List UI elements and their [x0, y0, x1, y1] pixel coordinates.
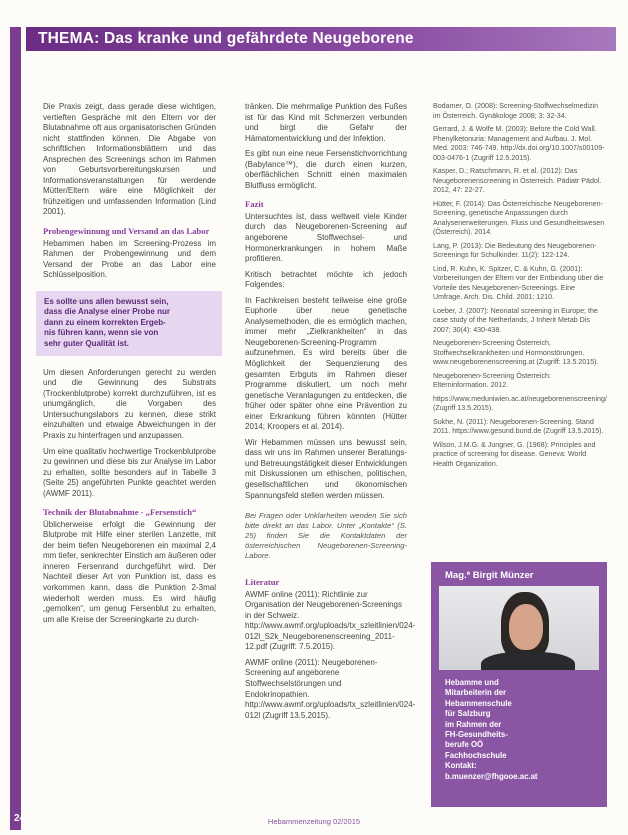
section-header	[26, 27, 616, 51]
paragraph: Kritisch betrachtet möchte ich jedoch Folgendes:	[245, 269, 407, 290]
reference-item: Loeber, J. (2007): Neonatal screening in Europe; the case study of the Netherlands, J Inherit Metab Dis 2007; 30(4): 430-438.	[433, 306, 598, 334]
reference-item: AWMF online (2011): Neugeborenen-Screening auf angeborene Stoffwechselstörungen und Endokrinopathien. http://www.awmf.org/uploads/tx_szleitlinien/024-012l (Zugriff 13.5.2015).	[245, 657, 416, 720]
reference-item: Sukhe, N. (2011): Neugeborenen-Screening. Stand 2011. https://www.gesund.bund.de (Zugriff 13.5.2015).	[433, 417, 604, 435]
magazine-footer: Hebammenzeitung 02/2015	[267, 817, 361, 826]
paragraph: Um diesen Anforderungen gerecht zu werden und die Gewinnung des Substrats (Trockenblutprobe) korrekt durchzuführen, ist es unumgänglich, die Vorgaben des Untersuchungslabors zu kennen, diese strikt einzuhalten und etwaige Abweichungen in der Praxis zu hinterfragen und anzupassen.	[43, 367, 216, 440]
reference-item: Bodamer, O. (2008): Screening-Stoffwechselmedizin im Österreich. Gynäkologe 2008; 3: 32-34.	[433, 102, 599, 120]
paragraph: tränken. Die mehrmalige Punktion des Fußes ist für das Kind mit Schmerzen verbunden und birgt die Gefahr der Hämatomentwicklung und der Infektion.	[245, 102, 407, 143]
pull-quote-line: sehr guter Qualität ist.	[44, 339, 129, 349]
reference-column	[433, 102, 606, 473]
author-photo	[439, 586, 599, 670]
reference-item: AWMF online (2011): Richtlinie zur Organisation der Neugeborenen-Screenings in der Schweiz. http://www.awmf.org/uploads/tx_szleitlinien/024-012l_S2k_Neugeborenenscreening_2011-12.pdf (Zugriff: 7.5.2015).	[245, 589, 416, 652]
author-bio-line: Mitarbeiterin der	[445, 688, 507, 698]
subheading-fazit: Fazit	[245, 199, 264, 210]
author-bio-line: berufe OÖ	[445, 740, 484, 750]
subheading-technik: Technik der Blutabnahme - „Fersenstich“	[43, 507, 197, 518]
paragraph: Untersuchtes ist, dass weltweit viele Kinder durch das Neugeborenen-Screening auf angeborene Stoffwechsel- und Hormonerkrankungen in hohem Maße profitieren.	[245, 211, 407, 264]
reference-item: https://www.meduniwien.ac.at/neugeborenenscreening/ (Zugriff 13.5.2015).	[433, 394, 607, 412]
paragraph: Um eine qualitativ hochwertige Trockenblutprobe zu gewinnen und diese bis zur Analyse im Labor zu erhalten, sollte besonders auf in Tabelle 3 (Seite 25) angeführten Punkte geachtet werden (AWMF 2011).	[43, 446, 216, 498]
pull-quote-box	[36, 291, 222, 356]
photo-shoulders	[481, 652, 575, 670]
lab-contact-note: Bei Fragen oder Unklarheiten wenden Sie sich bitte direkt an das Labor. Unter „Kontakte“ (S. 25) finden Sie die Kontaktdaten der österreichischen Neugeborenen-Screening-Labore.	[245, 511, 407, 561]
reference-item: Kasper, D.; Ratschmann, R. et al. (2012): Das Neugeborenenscreening in Österreich. Pädiatr Pädol. 2012, 47: 22-27.	[433, 167, 602, 194]
paragraph: Hebammen haben im Screening-Prozess im Rahmen der Probengewinnung und dem Versand der Probe an das Labor eine Schlüsselposition.	[43, 238, 216, 280]
paragraph: Es gibt nun eine neue Fersenstichvorrichtung (Babylance™), die durch einen kurzen, oberflächlichen Schnitt einen maximalen Blutfluss ermöglicht.	[245, 149, 407, 190]
author-box	[431, 562, 607, 807]
subheading-literatur: Literatur	[245, 577, 280, 588]
reference-item: Hütter, F. (2014): Das Österreichische Neugeborenen-Screening, genetische Anpassungen durch Analysenerweiterungen. Fluss und Gesundheitswesen (Österreich). 2014.	[433, 199, 605, 236]
author-email-link[interactable]: b.muenzer@fhgooe.ac.at	[445, 771, 538, 781]
author-bio-line: im Rahmen der	[445, 719, 502, 729]
paragraph: Üblicherweise erfolgt die Gewinnung der Blutprobe mit Hilfe einer sterilen Lanzette, mit der beim tiefen Neugeborenen ein maximal 2,4 mm tiefer, senkrechter Einstich am äußeren oder inneren Fersenrand durchgeführt wird. Der Nachteil dieser Art von Punktion ist, dass es vorkommen kann, dass die Punktion 2-3mal wiederholt werden muss. Es wird häufig „gemolken“, um genug Fersenblut zu erhalten, um alle Kreise der Screeningkarte zu durch-	[43, 519, 216, 624]
reference-item: Gerrard, J. & Wolfe M. (2003): Before the Cold Wall. Phenylketonuria: Management and Aufbau. J. Mol. Med. 2003: 746-749. http://dx.doi.org/10.1007/s00109-003-0476-1 (Zugriff 12.5.2015).	[433, 125, 605, 162]
reference-item: Wilson, J.M.G. & Jungner, G. (1968): Principles and practice of screening for disease. Geneva: World Health Organization.	[433, 440, 596, 468]
paragraph: In Fachkreisen besteht teilweise eine große Euphorie über neue genetische Analysemethoden, die es ermöglich machen, immer mehr „Zielkrankheiten“ in das Neugeborenen-Screening-Programm aufzunehmen. Es wird bereits über die Möglichkeit der Sequenzierung des gesamten Erbguts im Rahmen dieser Programme diskutiert, um noch mehr genetische Veranlagungen zu entdecken, die früher oder später ohne eine Prävention zu einer Erkrankung führen könnten (Hütter 2014; Kroopers et al. 2014).	[245, 295, 407, 432]
left-accent-stripe	[10, 27, 21, 830]
author-bio-line: Hebammenschule	[445, 698, 512, 708]
author-bio-line: für Salzburg	[445, 709, 491, 719]
reference-item: Neugeborenen-Screening Österreich: Elterninformation. 2012.	[433, 371, 551, 389]
pull-quote-line: nis führen kann, wenn sie von	[44, 328, 159, 338]
reference-list	[245, 589, 416, 722]
paragraph: Wir Hebammen müssen uns bewusst sein, dass wir uns im Rahmen unserer Beratungs- und Betreuungstätigkeit dieser Entwicklungen mit Diskussionen um ethischen, politischen, gesellschaftlichen und ökonomischen Spannungsfeld stellen werden müssen.	[245, 437, 407, 500]
photo-face	[509, 604, 543, 650]
article-column-2	[245, 102, 416, 726]
author-bio-line: Fachhochschule	[445, 750, 507, 760]
author-bio-line: FH-Gesundheits-	[445, 730, 508, 740]
page-number: 24	[14, 813, 26, 824]
pull-quote-line: Es sollte uns allen bewusst sein,	[44, 296, 169, 306]
reference-item: Lang, P. (2013): Die Bedeutung des Neugeborenen-Screenings für Schulkinder. 11(2): 122-124.	[433, 241, 597, 259]
article-column-1	[43, 102, 216, 630]
pull-quote-line: dann zu einem korrekten Ergeb-	[44, 317, 166, 327]
author-bio	[445, 678, 597, 782]
paragraph: Die Praxis zeigt, dass gerade diese wichtigen, vertieften Gespräche mit den Eltern vor der Blutabnahme oft aus organisatorischen Gründen nicht stattfinden können. Die Abgabe von schriftlichen Informationsblättern und das Ansprechen des Screenings schon im Rahmen von Geburtsvorbereitungskursen und Informationsveranstaltungen für werdende Mütter/Eltern wäre eine Möglichkeit der frühzeitigen und umfassenden Information (Lind 2001).	[43, 102, 216, 217]
section-title: THEMA: Das kranke und gefährdete Neugeborene	[38, 30, 414, 47]
reference-item: Neugeborenen-Screening Österreich, Stoffwechselkrankheiten und Hormonstörungen. www.neugeborenenscreening.at (Zugriff: 13.5.2015).	[433, 339, 599, 366]
subheading-probengewinnung: Probengewinnung und Versand an das Labor	[43, 226, 210, 237]
reference-item: Lind, R. Kuhn, K. Spitzer, C. & Kuhn, G. (2001): Vorbereitungen der Eltern vor der Entbindung über die Vorteile des Neugeborenen-Screenings. Eine Umfrage. Arch. Dis. Child. 2001: 1210.	[433, 264, 604, 301]
author-name: Mag.ª Birgit Münzer	[445, 570, 534, 581]
author-bio-line: Hebamme und	[445, 678, 499, 687]
pull-quote-line: dass die Analyse einer Probe nur	[44, 307, 170, 317]
author-bio-line: Kontakt:	[445, 761, 477, 771]
